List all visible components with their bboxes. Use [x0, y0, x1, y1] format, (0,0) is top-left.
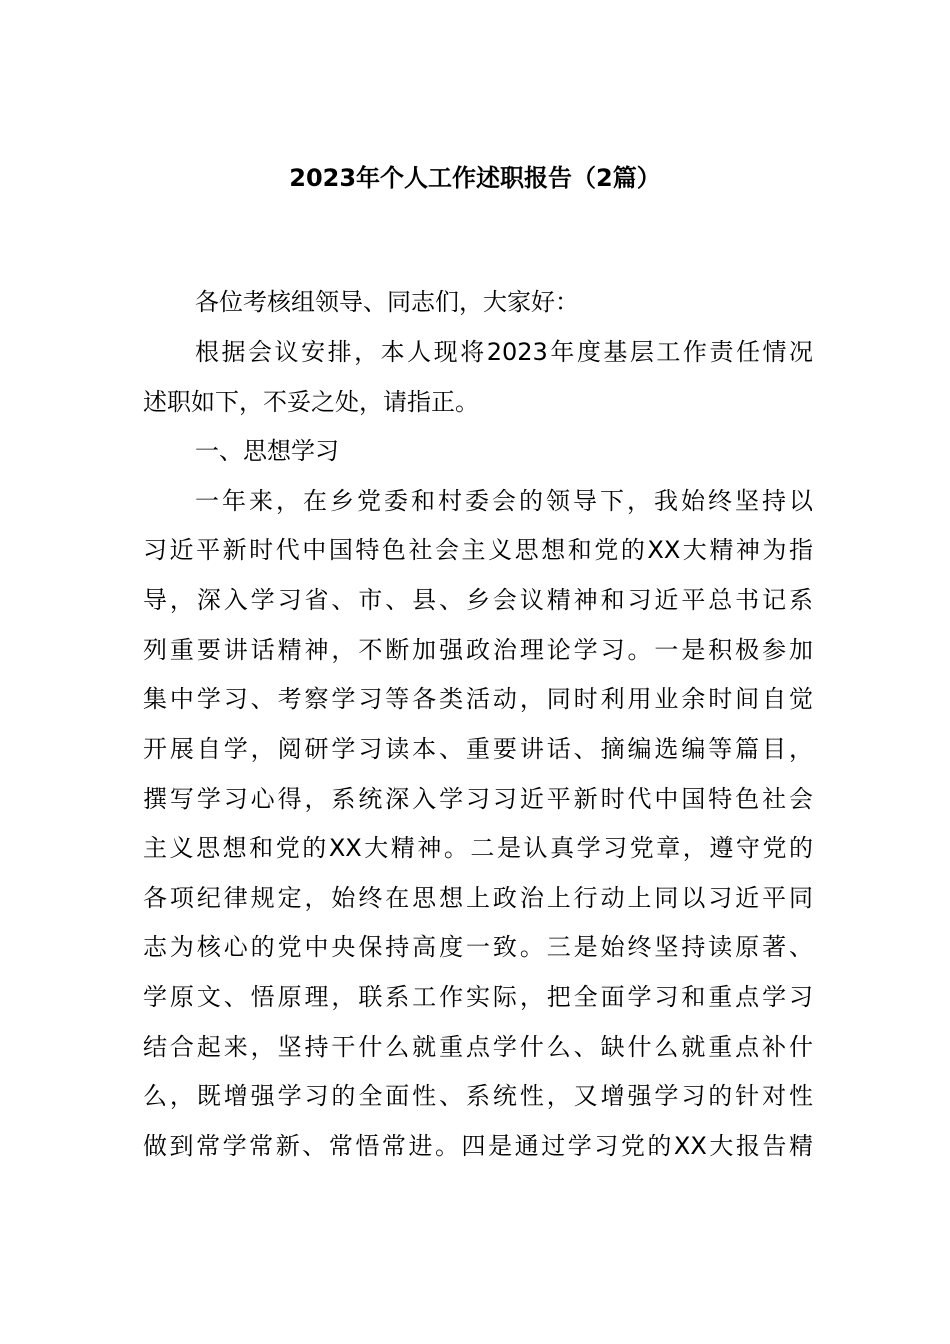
paragraph-line: 么，既增强学习的全面性、系统性，又增强学习的针对性	[143, 1082, 813, 1110]
paragraph-line: 各项纪律规定，始终在思想上政治上行动上同以习近平同	[143, 884, 813, 912]
paragraph-line: 一年来，在乡党委和村委会的领导下，我始终坚持以	[195, 487, 813, 515]
paragraph-line: 集中学习、考察学习等各类活动，同时利用业余时间自觉	[143, 685, 813, 713]
paragraph-line: 导，深入学习省、市、县、乡会议精神和习近平总书记系	[143, 586, 813, 614]
paragraph-line: 各位考核组领导、同志们，大家好：	[195, 288, 579, 316]
paragraph-line: 主义思想和党的XX大精神。二是认真学习党章，遵守党的	[143, 834, 813, 862]
document-title: 2023年个人工作述职报告（2篇）	[289, 164, 661, 192]
paragraph-line: 列重要讲话精神，不断加强政治理论学习。一是积极参加	[143, 636, 813, 664]
paragraph-line: 习近平新时代中国特色社会主义思想和党的XX大精神为指	[143, 536, 813, 564]
paragraph-line: 撰写学习心得，系统深入学习习近平新时代中国特色社会	[143, 785, 813, 813]
paragraph-line: 学原文、悟原理，联系工作实际，把全面学习和重点学习	[143, 983, 813, 1011]
paragraph-line: 述职如下，不妥之处，请指正。	[143, 388, 479, 416]
paragraph-line: 结合起来，坚持干什么就重点学什么、缺什么就重点补什	[143, 1033, 813, 1061]
paragraph-line: 做到常学常新、常悟常进。四是通过学习党的XX大报告精	[143, 1132, 813, 1160]
paragraph-line: 开展自学，阅研学习读本、重要讲话、摘编选编等篇目，	[143, 735, 813, 763]
paragraph-line: 根据会议安排，本人现将2023年度基层工作责任情况	[195, 338, 813, 366]
paragraph-line: 志为核心的党中央保持高度一致。三是始终坚持读原著、	[143, 933, 813, 961]
section-heading: 一、思想学习	[195, 437, 339, 465]
